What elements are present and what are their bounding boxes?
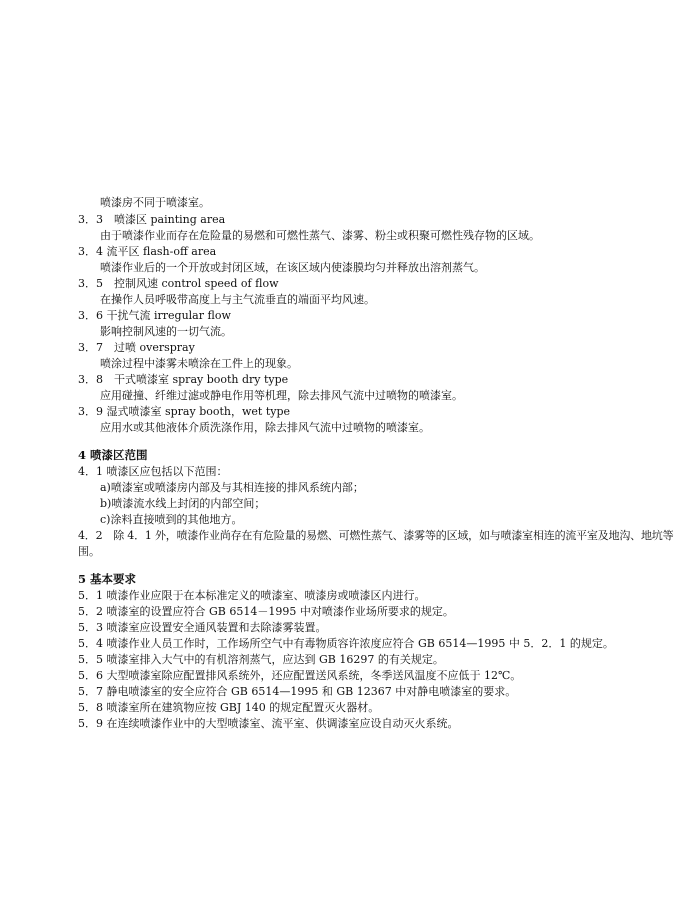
clause-3-6-term: 3．6 干扰气流 irregular flow — [78, 309, 231, 322]
clause-4-1-item-b: b)喷漆流水线上封闭的内部空间； — [100, 497, 266, 510]
clause-3-7-definition: 喷涂过程中漆雾未喷涂在工件上的现象。 — [100, 357, 298, 370]
clause-3-6-definition: 影响控制风速的一切气流。 — [100, 325, 232, 338]
clause-3-9-term: 3．9 湿式喷漆室 spray booth，wet type — [78, 405, 291, 418]
section-4-heading: 4 喷漆区范围 — [78, 448, 148, 462]
clause-5-2: 5．2 喷漆室的设置应符合 GB 6514－1995 中对喷漆作业场所要求的规定。 — [78, 605, 454, 618]
clause-3-5-term: 3．5 控制风速 control speed of flow — [78, 277, 279, 290]
clause-3-5-definition: 在操作人员呼吸带高度上与主气流垂直的端面平均风速。 — [100, 293, 375, 306]
clause-3-8-term: 3．8 干式喷漆室 spray booth dry type — [78, 373, 289, 386]
clause-3-3-term: 3．3 喷漆区 painting area — [78, 213, 226, 226]
clause-3-4-term: 3．4 流平区 flash-off area — [78, 245, 217, 258]
clause-4-1-item-c: c)涂料直接喷到的其他地方。 — [100, 513, 243, 526]
section-5-heading: 5 基本要求 — [78, 572, 137, 586]
clause-5-6: 5．6 大型喷漆室除应配置排风系统外，还应配置送风系统，冬季送风温度不应低于 12℃。 — [78, 669, 522, 682]
clause-4-2: 4．2 除 4．1 外，喷漆作业尚存在有危险量的易燃、可燃性蒸气、漆雾等的区域，如与喷漆室相连的流平室及地沟、地坑等 — [78, 529, 674, 542]
clause-5-5: 5．5 喷漆室排入大气中的有机溶剂蒸气，应达到 GB 16297 的有关规定。 — [78, 653, 444, 666]
clause-3-7-term: 3．7 过喷 overspray — [78, 341, 195, 354]
clause-3-4-definition: 喷漆作业后的一个开放或封闭区域，在该区域内使漆膜均匀并释放出溶剂蒸气。 — [100, 261, 485, 274]
clause-3-8-definition: 应用碰撞、纤维过滤或静电作用等机理，除去排风气流中过喷物的喷漆室。 — [100, 389, 463, 402]
clause-4-1: 4．1 喷漆区应包括以下范围： — [78, 465, 228, 478]
clause-5-9: 5．9 在连续喷漆作业中的大型喷漆室、流平室、供调漆室应设自动灭火系统。 — [78, 717, 459, 730]
clause-5-1: 5．1 喷漆作业应限于在本标准定义的喷漆室、喷漆房或喷漆区内进行。 — [78, 589, 426, 602]
clause-4-2-continuation: 围。 — [78, 545, 100, 558]
clause-5-4: 5．4 喷漆作业人员工作时，工作场所空气中有毒物质容许浓度应符合 GB 6514—1995 中 5．2．1 的规定。 — [78, 637, 614, 650]
clause-3-3-definition: 由于喷漆作业而存在危险量的易燃和可燃性蒸气、漆雾、粉尘或积聚可燃性残存物的区域。 — [100, 229, 540, 242]
clause-3-2-continuation: 喷漆房不同于喷漆室。 — [100, 196, 210, 209]
clause-3-9-definition: 应用水或其他液体介质洗涤作用，除去排风气流中过喷物的喷漆室。 — [100, 421, 430, 434]
clause-5-3: 5．3 喷漆室应设置安全通风装置和去除漆雾装置。 — [78, 621, 327, 634]
clause-4-1-item-a: a)喷漆室或喷漆房内部及与其相连接的排风系统内部； — [100, 481, 364, 494]
clause-5-7: 5．7 静电喷漆室的安全应符合 GB 6514—1995 和 GB 12367 中对静电喷漆室的要求。 — [78, 685, 517, 698]
clause-5-8: 5．8 喷漆室所在建筑物应按 GBJ 140 的规定配置灭火器材。 — [78, 701, 380, 714]
